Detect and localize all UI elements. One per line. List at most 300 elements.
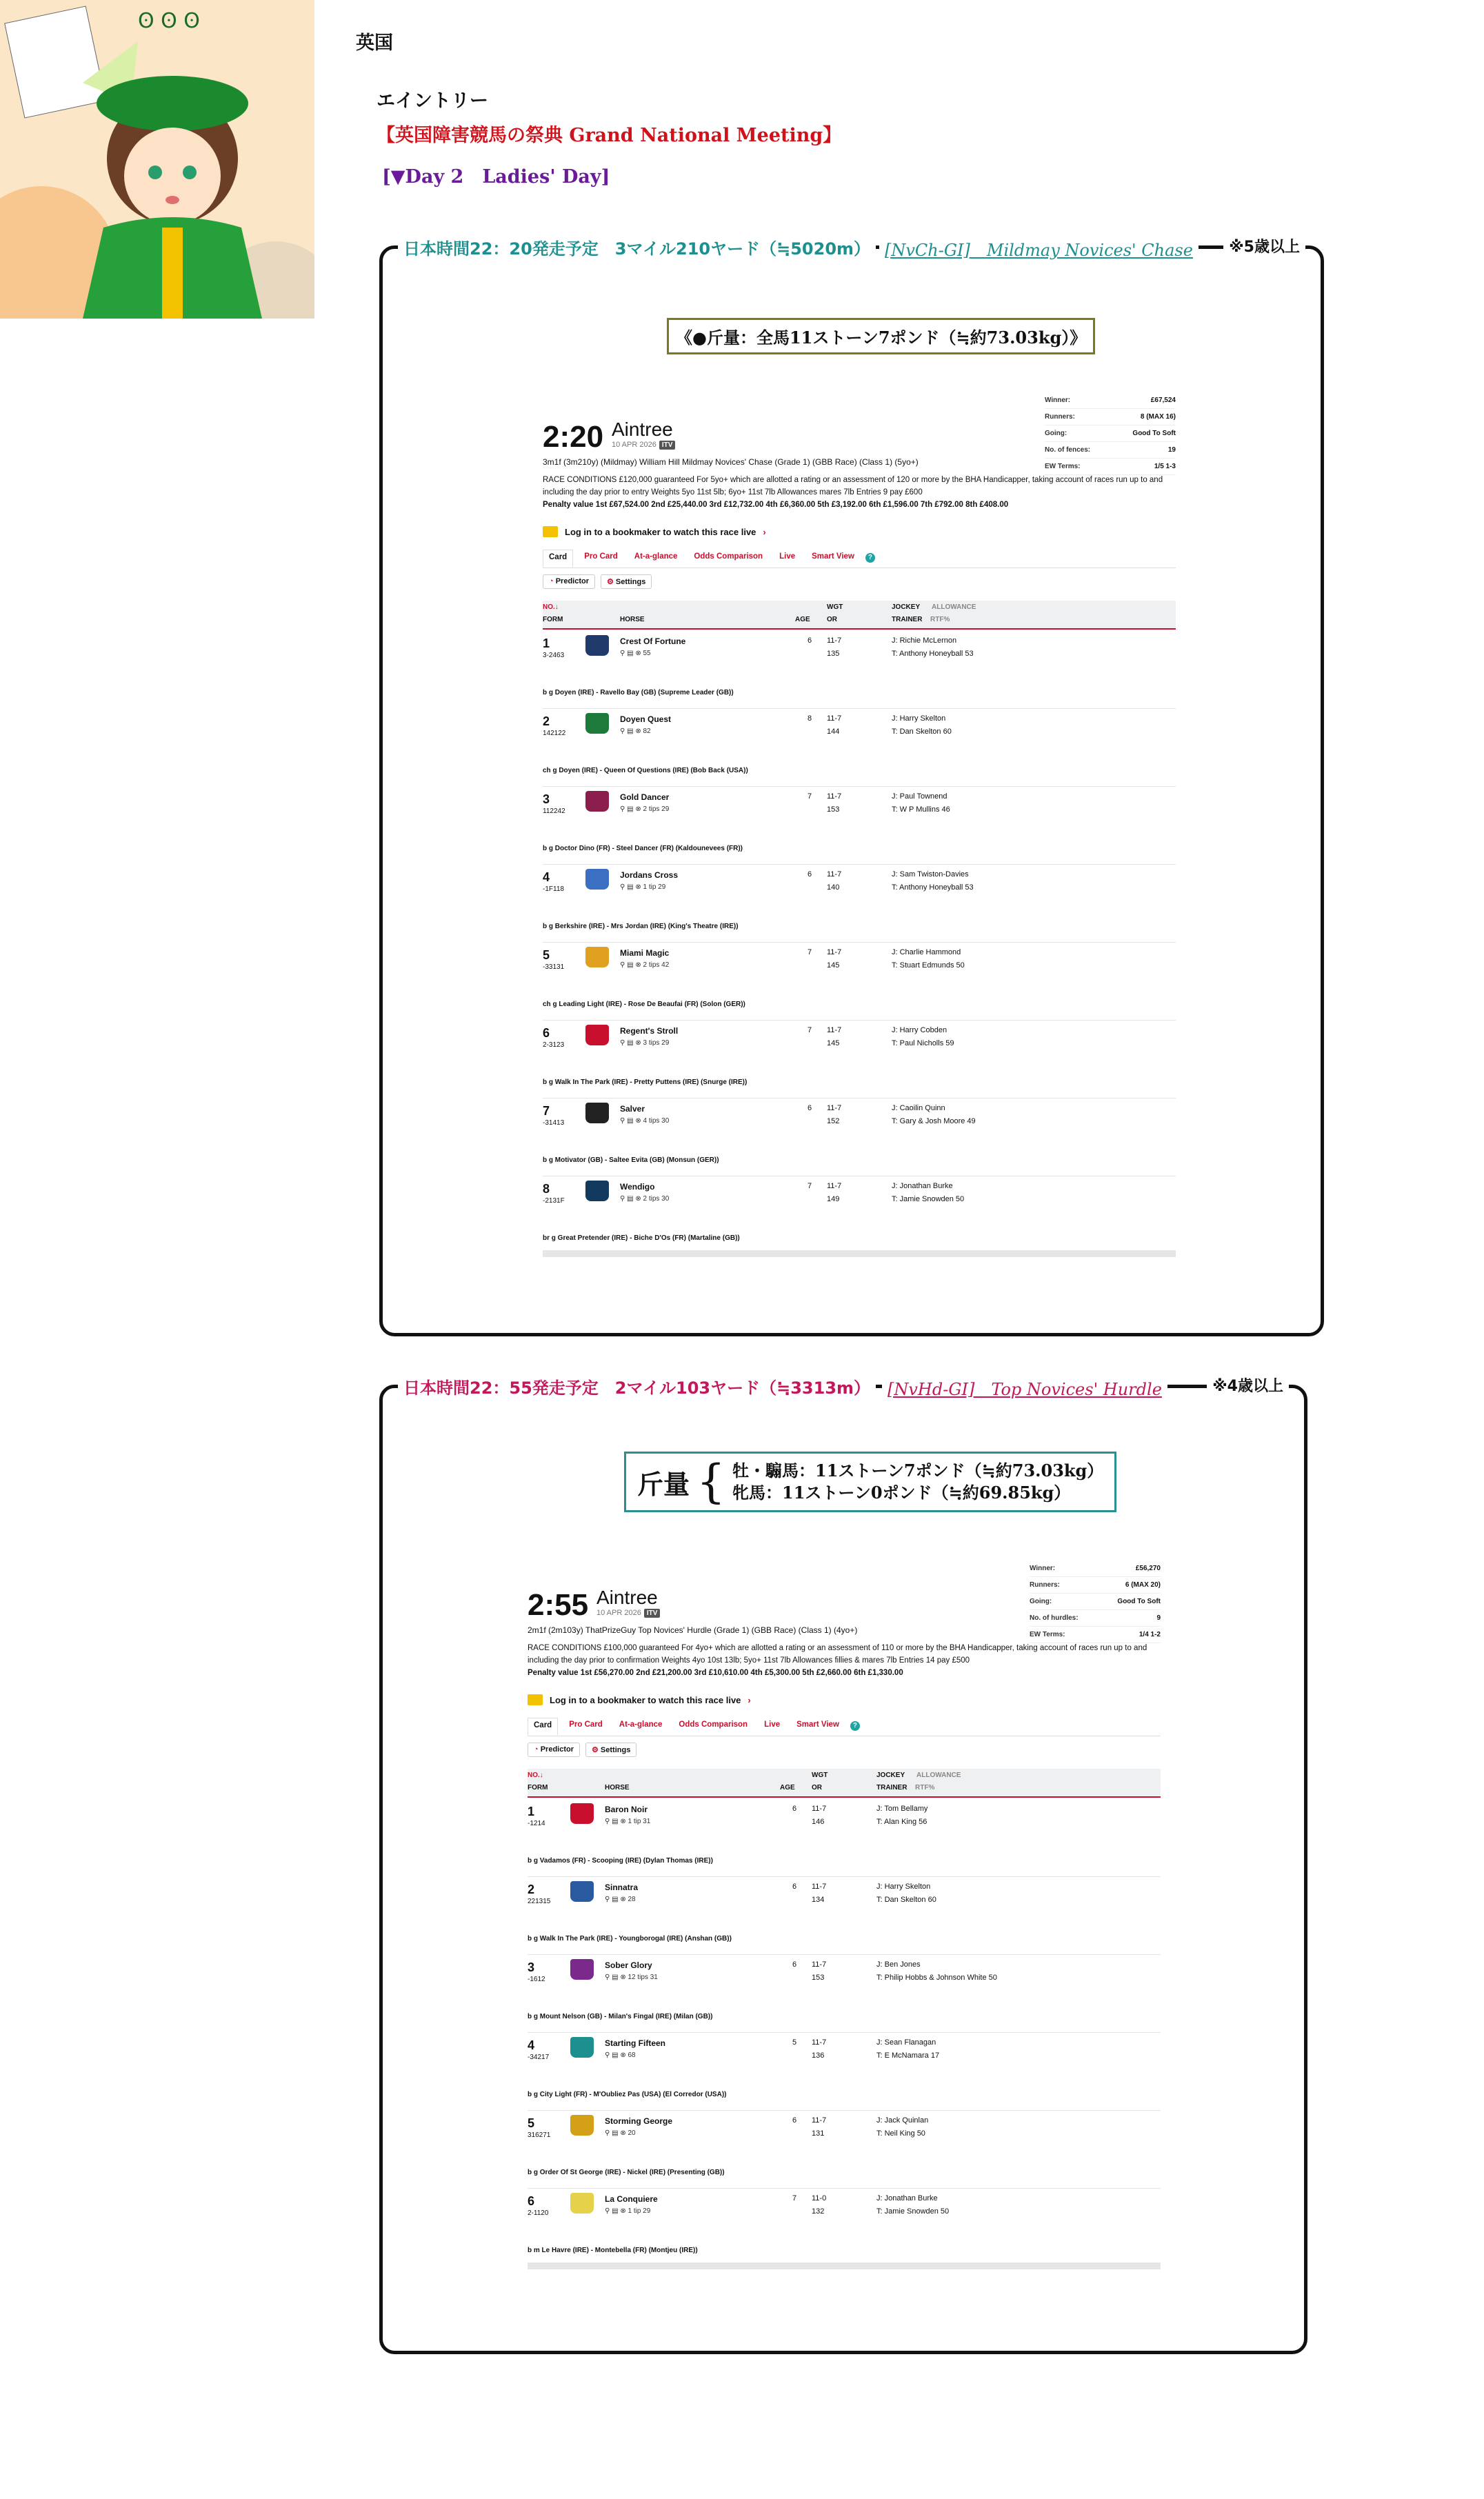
jockey-link[interactable]: J: Sean Flanagan (876, 2038, 936, 2047)
runner-tips (620, 727, 651, 735)
jockey-link[interactable]: J: Paul Townend (892, 792, 947, 801)
trainer-link[interactable]: T: Jamie Snowden 50 (876, 2207, 950, 2216)
runner-age: 6 (808, 636, 812, 645)
runner-list (528, 1799, 1161, 2267)
runner-number: 2 (528, 1883, 535, 1896)
runner-pedigree[interactable]: b g Walk In The Park (IRE) - Pretty Puttens (IRE) (Snurge (IRE)) (543, 1078, 748, 1086)
runner-form: -1214 (528, 1820, 545, 1827)
horse-name-link[interactable]: Baron Noir (605, 1805, 648, 1814)
tab-card[interactable]: Card (543, 550, 573, 568)
tips-icons: ⚲ ▤ ⊗ (605, 1818, 628, 1825)
summary-row (1045, 392, 1176, 409)
horse-name-link[interactable]: Gold Dancer (620, 792, 670, 802)
runner-number: 1 (528, 1805, 535, 1818)
column-allowance: ALLOWANCE (932, 603, 976, 611)
runner-age: 6 (792, 1805, 797, 1813)
tips-icons: ⚲ ▤ ⊗ (620, 1195, 643, 1203)
runner-tips (605, 1818, 650, 1825)
country-heading: 英国 (356, 32, 393, 54)
runner-rating: 149 (827, 1195, 840, 1203)
course-name: Aintree (596, 1587, 658, 1608)
table-header (528, 1769, 1161, 1798)
trainer-link[interactable]: T: Philip Hobbs & Johnson White 50 (876, 1974, 997, 1982)
jockey-link[interactable]: J: Ben Jones (876, 1960, 921, 1969)
settings-label: Settings (615, 578, 646, 586)
settings-button[interactable] (585, 1743, 636, 1757)
race-title-link[interactable]: [NvCh-GⅠ] Mildmay Novices' Chase (879, 237, 1199, 261)
runner-rating: 136 (812, 2051, 825, 2060)
summary-key: EW Terms: (1030, 1631, 1065, 1638)
summary-row (1045, 442, 1176, 459)
tips-count[interactable]: 1 tip 29 (628, 2207, 651, 2215)
horse-name-link[interactable]: Sober Glory (605, 1960, 652, 1970)
runner-number: 8 (543, 1182, 550, 1196)
runner-list (543, 631, 1176, 1254)
jockey-character-illustration (0, 0, 314, 319)
runner-age: 6 (808, 1104, 812, 1112)
runner-row (543, 1176, 1176, 1254)
jockey-silk-icon (585, 1103, 609, 1123)
race-time: 2:55 (528, 1588, 589, 1622)
runner-tips (620, 1039, 669, 1047)
jockey-silk-icon (570, 2193, 594, 2214)
runner-form: 3-2463 (543, 652, 565, 659)
race-summary (1045, 392, 1176, 475)
runner-form: 221315 (528, 1898, 551, 1905)
tips-icons: ⚲ ▤ ⊗ (620, 883, 643, 891)
predictor-label: Predictor (555, 577, 589, 585)
tips-count[interactable]: 68 (628, 2051, 636, 2059)
jockey-silk-icon (585, 1025, 609, 1045)
tips-count[interactable]: 28 (628, 1896, 636, 1903)
column-no[interactable]: NO.↓ (543, 603, 559, 611)
tips-count[interactable]: 12 tips 31 (628, 1974, 658, 1981)
column-age: AGE (795, 616, 810, 623)
summary-key: Runners: (1045, 413, 1075, 421)
jockey-silk-icon (585, 791, 609, 812)
runner-row (543, 631, 1176, 709)
jockey-silk-icon (585, 635, 609, 656)
card-tools (528, 1743, 636, 1757)
summary-key: Going: (1030, 1598, 1052, 1605)
runner-form: -33131 (543, 963, 565, 971)
runner-weight: 11-7 (827, 1026, 842, 1034)
summary-row (1045, 425, 1176, 442)
runner-number: 2 (543, 714, 550, 728)
weight-label: 斤量 (637, 1468, 690, 1500)
tips-count[interactable]: 55 (643, 650, 651, 657)
column-trainer: TRAINER (892, 616, 923, 623)
runner-form: 142122 (543, 730, 566, 737)
runner-form: -2131F (543, 1197, 565, 1205)
jockey-link[interactable]: J: Sam Twiston-Davies (892, 870, 969, 879)
column-no[interactable]: NO.↓ (528, 1772, 543, 1779)
avatar (0, 0, 314, 319)
gear-icon: ⚙ (592, 1746, 601, 1754)
svg-text:ʘ ʘ ʘ: ʘ ʘ ʘ (138, 9, 200, 33)
summary-value: 6 (MAX 20) (1125, 1581, 1161, 1589)
trainer-link[interactable]: T: E McNamara 17 (876, 2051, 940, 2060)
jockey-link[interactable]: J: Harry Cobden (892, 1026, 947, 1034)
runner-rating: 140 (827, 883, 840, 892)
chevron-right-icon: › (748, 1694, 751, 1705)
runner-weight: 11-7 (827, 636, 842, 645)
summary-row (1045, 459, 1176, 475)
day-title: [▼Day 2 Ladies' Day] (382, 166, 610, 188)
summary-value: Good To Soft (1132, 430, 1176, 437)
horse-name-link[interactable]: Storming George (605, 2116, 673, 2126)
column-rtf: RTF% (930, 616, 950, 623)
column-age: AGE (780, 1784, 795, 1792)
runner-weight: 11-7 (812, 2116, 827, 2125)
runner-weight: 11-7 (812, 1883, 827, 1891)
horse-name-link[interactable]: Miami Magic (620, 948, 670, 958)
weight-note (624, 1452, 1116, 1512)
runner-weight: 11-7 (812, 2038, 827, 2047)
summary-value: 1/4 1-2 (1139, 1631, 1161, 1638)
weight-note: 《●斤量：全馬11ストーン7ポンド（≒約73.03kg）》 (667, 318, 1095, 354)
summary-key: Winner: (1045, 397, 1071, 404)
runner-pedigree[interactable]: b g Walk In The Park (IRE) - Youngborogal (IRE) (Anshan (GB)) (528, 1935, 732, 1943)
column-form: FORM (528, 1784, 548, 1792)
table-header (543, 601, 1176, 630)
runner-pedigree[interactable]: b g Berkshire (IRE) - Mrs Jordan (IRE) (King's Theatre (IRE)) (543, 923, 739, 930)
brace-icon: { (696, 1455, 726, 1508)
runner-pedigree[interactable]: b g Doyen (IRE) - Ravello Bay (GB) (Supreme Leader (GB)) (543, 689, 734, 696)
jockey-link[interactable]: J: Richie McLernon (892, 636, 957, 645)
jockey-link[interactable]: J: Harry Skelton (876, 1883, 931, 1891)
column-wgt: WGT (827, 603, 843, 611)
runner-number: 4 (528, 2038, 535, 2052)
tab-pro-card[interactable]: Pro Card (569, 1720, 603, 1729)
runner-row (528, 1955, 1161, 2033)
tips-count[interactable]: 3 tips 29 (643, 1039, 670, 1047)
column-wgt: WGT (812, 1772, 828, 1779)
runner-weight: 11-0 (812, 2194, 827, 2202)
video-icon (528, 1694, 543, 1705)
summary-key: Runners: (1030, 1581, 1060, 1589)
itv-badge: ITV (644, 1609, 661, 1618)
horse-name-link[interactable]: Crest Of Fortune (620, 636, 686, 646)
jockey-silk-icon (570, 1803, 594, 1824)
runner-row (543, 787, 1176, 865)
summary-value: 19 (1167, 446, 1176, 454)
tips-icons: ⚲ ▤ ⊗ (620, 1117, 643, 1125)
race-panel-1 (379, 239, 1324, 1336)
card-footer-bar (543, 1250, 1176, 1257)
jockey-link[interactable]: J: Tom Bellamy (876, 1805, 928, 1813)
summary-row (1030, 1594, 1161, 1610)
runner-weight: 11-7 (827, 948, 842, 956)
column-rtf: RTF% (915, 1784, 935, 1792)
runner-tips (605, 2129, 636, 2137)
trainer-link[interactable]: T: Anthony Honeyball 53 (892, 883, 974, 892)
tab-odds-comparison[interactable]: Odds Comparison (694, 552, 763, 561)
summary-row (1030, 1627, 1161, 1643)
runner-pedigree[interactable]: b g City Light (FR) - M'Oubliez Pas (USA) (El Corredor (USA)) (528, 2091, 727, 2098)
penalty-value: Penalty value 1st £56,270.00 2nd £21,200.00 3rd £10,610.00 4th £5,300.00 5th £2,660.00 6th £1,330.00 (528, 1669, 903, 1677)
summary-value: 9 (1156, 1614, 1161, 1622)
runner-row (528, 2033, 1161, 2111)
runner-pedigree[interactable]: b g Mount Nelson (GB) - Milan's Fingal (IRE) (Milan (GB)) (528, 2013, 713, 2020)
tab-live[interactable]: Live (764, 1720, 781, 1729)
runner-row (543, 865, 1176, 943)
watch-live-link[interactable] (528, 1694, 751, 1705)
runner-tips (605, 1896, 636, 1903)
course-name: Aintree (612, 419, 673, 440)
runner-pedigree[interactable]: b g Vadamos (FR) - Scooping (IRE) (Dylan Thomas (IRE)) (528, 1857, 713, 1865)
card-footer-bar (528, 2262, 1161, 2269)
help-icon[interactable]: ? (850, 1721, 860, 1731)
runner-row (528, 1877, 1161, 1955)
tips-count[interactable]: 2 tips 29 (643, 805, 670, 813)
settings-label: Settings (600, 1746, 631, 1754)
summary-row (1030, 1560, 1161, 1577)
runner-number: 3 (528, 1960, 535, 1974)
tab-pro-card[interactable]: Pro Card (584, 552, 618, 561)
race-distance: 2m1f (2m103y) ThatPrizeGuy Top Novices' Hurdle (Grade 1) (GBB Race) (Class 1) (4yo+) (528, 1625, 858, 1635)
predictor-icon: ◔ (534, 1745, 541, 1754)
runner-row (543, 1021, 1176, 1098)
runner-number: 3 (543, 792, 550, 806)
horse-name-link[interactable]: Regent's Stroll (620, 1026, 679, 1036)
runner-row (543, 943, 1176, 1021)
runner-age: 5 (792, 2038, 797, 2047)
tips-icons: ⚲ ▤ ⊗ (620, 650, 643, 657)
trainer-link[interactable]: T: Dan Skelton 60 (876, 1896, 936, 1904)
runner-pedigree[interactable]: b g Motivator (GB) - Saltee Evita (GB) (Monsun (GER)) (543, 1156, 719, 1164)
tab-smart-view[interactable]: Smart View (812, 552, 854, 561)
runner-pedigree[interactable]: ch g Leading Light (IRE) - Rose De Beaufai (FR) (Solon (GER)) (543, 1001, 745, 1008)
summary-row (1045, 409, 1176, 425)
trainer-link[interactable]: T: Stuart Edmunds 50 (892, 961, 965, 970)
runner-rating: 152 (827, 1117, 840, 1125)
itv-badge: ITV (659, 441, 676, 450)
runner-age: 7 (808, 1182, 812, 1190)
column-form: FORM (543, 616, 563, 623)
runner-rating: 131 (812, 2129, 825, 2138)
trainer-link[interactable]: T: Dan Skelton 60 (892, 727, 952, 736)
runner-pedigree[interactable]: b g Order Of St George (IRE) - Nickel (IRE) (Presenting (GB)) (528, 2169, 725, 2176)
jockey-silk-icon (585, 713, 609, 734)
runner-tips (620, 1117, 669, 1125)
tab-smart-view[interactable]: Smart View (796, 1720, 839, 1729)
runner-rating: 132 (812, 2207, 825, 2216)
help-icon[interactable]: ? (865, 553, 875, 563)
trainer-link[interactable]: T: Neil King 50 (876, 2129, 925, 2138)
trainer-link[interactable]: T: Anthony Honeyball 53 (892, 650, 974, 658)
tips-count[interactable]: 4 tips 30 (643, 1117, 670, 1125)
predictor-button[interactable] (543, 574, 595, 589)
trainer-link[interactable]: T: Alan King 56 (876, 1818, 928, 1826)
runner-rating: 153 (827, 805, 840, 814)
trainer-link[interactable]: T: Jamie Snowden 50 (892, 1195, 965, 1203)
meeting-title: 【英国障害競馬の祭典 Grand National Meeting】 (377, 125, 842, 146)
runner-age: 6 (808, 870, 812, 879)
runner-age: 7 (808, 792, 812, 801)
trainer-link[interactable]: T: Paul Nicholls 59 (892, 1039, 954, 1047)
tab-live[interactable]: Live (779, 552, 796, 561)
summary-key: Going: (1045, 430, 1067, 437)
horse-name-link[interactable]: Doyen Quest (620, 714, 672, 724)
jockey-link[interactable]: J: Harry Skelton (892, 714, 946, 723)
runner-form: -31413 (543, 1119, 565, 1127)
tips-count[interactable]: 2 tips 30 (643, 1195, 670, 1203)
jockey-link[interactable]: J: Jonathan Burke (892, 1182, 953, 1190)
predictor-button[interactable] (528, 1743, 580, 1757)
runner-row (528, 2189, 1161, 2267)
runner-row (528, 1799, 1161, 1877)
watch-live-link[interactable] (543, 526, 766, 537)
runner-weight: 11-7 (827, 1182, 842, 1190)
runner-rating: 134 (812, 1896, 825, 1904)
runner-weight: 11-7 (827, 714, 842, 723)
tab-at-a-glance[interactable]: At-a-glance (619, 1720, 663, 1729)
gear-icon: ⚙ (607, 578, 616, 586)
watch-live-text: Log in to a bookmaker to watch this race live (550, 1694, 741, 1705)
summary-key: No. of fences: (1045, 446, 1091, 454)
tips-icons: ⚲ ▤ ⊗ (605, 2129, 628, 2137)
racecard-screenshot (528, 1560, 1161, 2305)
runner-form: -1F118 (543, 885, 564, 893)
penalty-value: Penalty value 1st £67,524.00 2nd £25,440.00 3rd £12,732.00 4th £6,360.00 5th £3,192.00 6th £1,596.00 7th £792.00 8th £408.00 (543, 501, 1009, 509)
horse-name-link[interactable]: La Conquiere (605, 2194, 658, 2204)
column-or: OR (827, 616, 837, 623)
watch-live-text: Log in to a bookmaker to watch this race live (565, 526, 756, 537)
tab-card[interactable]: Card (528, 1718, 558, 1736)
section-heading: エイントリー (377, 90, 488, 112)
runner-pedigree[interactable]: br g Great Pretender (IRE) - Biche D'Os (FR) (Martaline (GB)) (543, 1234, 740, 1242)
age-condition: ※4歳以上 (1207, 1374, 1289, 1396)
trainer-link[interactable]: T: Gary & Josh Moore 49 (892, 1117, 976, 1125)
runner-rating: 153 (812, 1974, 825, 1982)
runner-tips (620, 650, 651, 657)
tips-icons: ⚲ ▤ ⊗ (620, 961, 643, 969)
jockey-silk-icon (585, 869, 609, 890)
runner-rating: 146 (812, 1818, 825, 1826)
runner-tips (620, 883, 665, 891)
card-tabs (528, 1718, 1161, 1736)
jockey-silk-icon (570, 2037, 594, 2058)
horse-name-link[interactable]: Jordans Cross (620, 870, 679, 880)
tips-icons: ⚲ ▤ ⊗ (605, 2051, 628, 2059)
runner-tips (605, 2051, 636, 2059)
runner-age: 7 (792, 2194, 797, 2202)
tab-at-a-glance[interactable]: At-a-glance (634, 552, 678, 561)
jockey-link[interactable]: J: Jonathan Burke (876, 2194, 938, 2202)
runner-tips (605, 1974, 658, 1981)
predictor-icon: ◔ (549, 577, 556, 585)
runner-row (528, 2111, 1161, 2189)
runner-tips (620, 1195, 669, 1203)
runner-pedigree[interactable]: b g Doctor Dino (FR) - Steel Dancer (FR) (Kaldounevees (FR)) (543, 845, 743, 852)
runner-age: 8 (808, 714, 812, 723)
runner-row (543, 1098, 1176, 1176)
runner-form: 2-3123 (543, 1041, 565, 1049)
runner-rating: 135 (827, 650, 840, 658)
runner-tips (605, 2207, 650, 2215)
card-tabs (543, 550, 1176, 568)
runner-number: 7 (543, 1104, 550, 1118)
horse-name-link[interactable]: Wendigo (620, 1182, 655, 1192)
weight-colt: 牡・騸馬：11ストーン7ポンド（≒約73.03kg） (732, 1460, 1104, 1481)
runner-age: 7 (808, 948, 812, 956)
race-title-link[interactable]: [NvHd-GⅠ] Top Novices' Hurdle (882, 1376, 1167, 1400)
runner-weight: 11-7 (827, 792, 842, 801)
summary-value: 8 (MAX 16) (1140, 413, 1176, 421)
runner-form: -34217 (528, 2054, 550, 2061)
settings-button[interactable] (601, 574, 652, 589)
column-jockey: JOCKEY (876, 1772, 905, 1779)
race-date: 10 APR 2026 (596, 1609, 641, 1617)
horse-name-link[interactable]: Starting Fifteen (605, 2038, 666, 2048)
column-horse: HORSE (620, 616, 645, 623)
tips-count[interactable]: 1 tip 31 (628, 1818, 651, 1825)
jockey-link[interactable]: J: Jack Quinlan (876, 2116, 929, 2125)
runner-form: -1612 (528, 1976, 545, 1983)
runner-number: 6 (543, 1026, 550, 1040)
runner-weight: 11-7 (812, 1805, 827, 1813)
column-allowance: ALLOWANCE (916, 1772, 961, 1779)
tips-count[interactable]: 82 (643, 727, 651, 735)
chevron-right-icon: › (763, 526, 766, 537)
tips-icons: ⚲ ▤ ⊗ (620, 727, 643, 735)
jockey-silk-icon (570, 2115, 594, 2136)
tips-count[interactable]: 2 tips 42 (643, 961, 670, 969)
runner-tips (620, 805, 669, 813)
race-summary (1030, 1560, 1161, 1643)
jockey-silk-icon (585, 1181, 609, 1201)
summary-value: £56,270 (1135, 1565, 1161, 1572)
race-date: 10 APR 2026 (612, 441, 656, 449)
jockey-silk-icon (585, 947, 609, 967)
tips-count[interactable]: 1 tip 29 (643, 883, 666, 891)
runner-weight: 11-7 (812, 1960, 827, 1969)
race-panel-2 (379, 1378, 1307, 2354)
runner-pedigree[interactable]: ch g Doyen (IRE) - Queen Of Questions (IRE) (Bob Back (USA)) (543, 767, 748, 774)
column-jockey: JOCKEY (892, 603, 921, 611)
horse-name-link[interactable]: Salver (620, 1104, 645, 1114)
column-horse: HORSE (605, 1784, 630, 1792)
jockey-silk-icon (570, 1881, 594, 1902)
trainer-link[interactable]: T: W P Mullins 46 (892, 805, 950, 814)
runner-form: 2-1120 (528, 2209, 549, 2217)
runner-rating: 145 (827, 1039, 840, 1047)
jockey-link[interactable]: J: Charlie Hammond (892, 948, 961, 956)
tips-count[interactable]: 20 (628, 2129, 636, 2137)
summary-row (1030, 1577, 1161, 1594)
race-distance: 3m1f (3m210y) (Mildmay) William Hill Mildmay Novices' Chase (Grade 1) (GBB Race) (Class 1) (5yo+) (543, 457, 919, 467)
predictor-label: Predictor (540, 1745, 574, 1754)
runner-pedigree[interactable]: b m Le Havre (IRE) - Montebella (FR) (Montjeu (IRE)) (528, 2247, 698, 2254)
runner-rating: 145 (827, 961, 840, 970)
runner-number: 5 (543, 948, 550, 962)
summary-value: 1/5 1-3 (1154, 463, 1176, 470)
tab-odds-comparison[interactable]: Odds Comparison (679, 1720, 748, 1729)
race-conditions: RACE CONDITIONS £100,000 guaranteed For 4yo+ which are allotted a rating or an assessment of 110 or more by the BHA Handicapper, taking account of races run up to and including the day prior to confirmation Weights 4yo 10st 13lb; 5yo+ 11st 7lb Allowances fillies & mares 7lb Entries 14 pay £500 (528, 1644, 1147, 1665)
runner-number: 5 (528, 2116, 535, 2130)
summary-value: Good To Soft (1117, 1598, 1161, 1605)
summary-key: Winner: (1030, 1565, 1056, 1572)
jockey-link[interactable]: J: Caoilin Quinn (892, 1104, 945, 1112)
runner-age: 6 (792, 2116, 797, 2125)
runner-rating: 144 (827, 727, 840, 736)
horse-name-link[interactable]: Sinnatra (605, 1883, 639, 1892)
summary-row (1030, 1610, 1161, 1627)
runner-age: 6 (792, 1883, 797, 1891)
tips-icons: ⚲ ▤ ⊗ (605, 2207, 628, 2215)
column-or: OR (812, 1784, 822, 1792)
